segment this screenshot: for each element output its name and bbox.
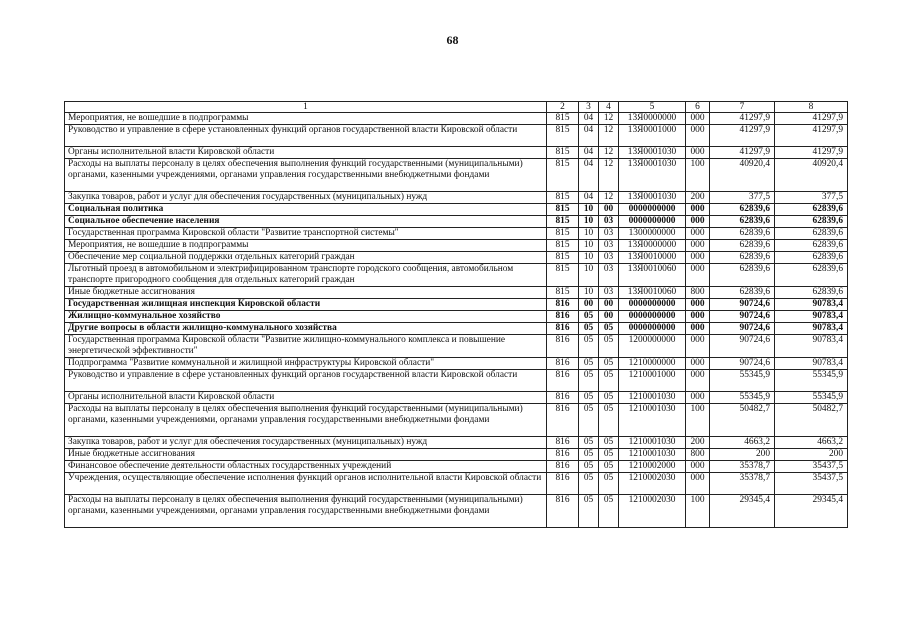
- cell-amount-2: 40920,4: [775, 159, 848, 192]
- cell-target-article: 0000000000: [619, 204, 686, 216]
- cell-section: 05: [579, 495, 599, 528]
- cell-ministry-code: 816: [547, 495, 579, 528]
- cell-amount-2: 90783,4: [775, 311, 848, 323]
- cell-name: Льготный проезд в автомобильном и электрифицированном транспорте городского сообщения, автомобильном транспорте пригородного сообщения для отдельных категорий граждан: [65, 264, 547, 287]
- cell-ministry-code: 816: [547, 311, 579, 323]
- cell-target-article: 0000000000: [619, 216, 686, 228]
- table-row: [65, 264, 848, 287]
- cell-expense-type: 200: [686, 437, 710, 449]
- cell-amount-2: 90783,4: [775, 358, 848, 370]
- cell-amount-1: 62839,6: [710, 240, 775, 252]
- table-row: [65, 125, 848, 147]
- cell-amount-2: 41297,9: [775, 125, 848, 147]
- cell-subsection: 00: [599, 311, 619, 323]
- table-row: [65, 461, 848, 473]
- cell-name: Мероприятия, не вошедшие в подпрограммы: [65, 113, 547, 125]
- cell-ministry-code: 816: [547, 404, 579, 437]
- cell-section: 04: [579, 192, 599, 204]
- cell-ministry-code: 815: [547, 240, 579, 252]
- cell-section: 10: [579, 216, 599, 228]
- cell-subsection: 03: [599, 287, 619, 299]
- cell-expense-type: 800: [686, 287, 710, 299]
- cell-section: 05: [579, 392, 599, 404]
- cell-subsection: 12: [599, 192, 619, 204]
- cell-amount-1: 55345,9: [710, 392, 775, 404]
- cell-amount-1: 35378,7: [710, 473, 775, 495]
- cell-amount-2: 62839,6: [775, 204, 848, 216]
- cell-amount-2: 90783,4: [775, 335, 848, 358]
- cell-amount-1: 90724,6: [710, 323, 775, 335]
- cell-section: 05: [579, 437, 599, 449]
- cell-section: 05: [579, 323, 599, 335]
- cell-ministry-code: 815: [547, 287, 579, 299]
- cell-ministry-code: 815: [547, 204, 579, 216]
- table-row: [65, 252, 848, 264]
- cell-section: 05: [579, 335, 599, 358]
- table-row: [65, 240, 848, 252]
- cell-ministry-code: 815: [547, 159, 579, 192]
- cell-section: 05: [579, 311, 599, 323]
- table-row: [65, 299, 848, 311]
- cell-ministry-code: 815: [547, 147, 579, 159]
- cell-name: Иные бюджетные ассигнования: [65, 449, 547, 461]
- cell-amount-1: 90724,6: [710, 311, 775, 323]
- cell-expense-type: 000: [686, 299, 710, 311]
- cell-expense-type: 800: [686, 449, 710, 461]
- cell-subsection: 00: [599, 299, 619, 311]
- cell-expense-type: 100: [686, 404, 710, 437]
- cell-amount-2: 4663,2: [775, 437, 848, 449]
- cell-amount-1: 90724,6: [710, 299, 775, 311]
- cell-expense-type: 000: [686, 204, 710, 216]
- header-col-2: 2: [547, 102, 579, 113]
- cell-amount-1: 62839,6: [710, 264, 775, 287]
- cell-section: 04: [579, 113, 599, 125]
- cell-section: 05: [579, 370, 599, 392]
- cell-name: Финансовое обеспечение деятельности областных государственных учреждений: [65, 461, 547, 473]
- cell-ministry-code: 815: [547, 228, 579, 240]
- cell-name: Социальная политика: [65, 204, 547, 216]
- cell-name: Другие вопросы в области жилищно-коммунального хозяйства: [65, 323, 547, 335]
- cell-name: Органы исполнительной власти Кировской области: [65, 147, 547, 159]
- cell-subsection: 05: [599, 358, 619, 370]
- cell-name: Государственная программа Кировской области "Развитие транспортной системы": [65, 228, 547, 240]
- cell-name: Расходы на выплаты персоналу в целях обеспечения выполнения функций государственными (муниципальными) органами, казенными учреждениями, органами управления государственными внебюджетными фондами: [65, 159, 547, 192]
- cell-name: Подпрограмма "Развитие коммунальной и жилищной инфраструктуры Кировской области": [65, 358, 547, 370]
- header-col-8: 8: [775, 102, 848, 113]
- cell-subsection: 03: [599, 216, 619, 228]
- cell-target-article: 13Я0010000: [619, 252, 686, 264]
- cell-expense-type: 000: [686, 323, 710, 335]
- cell-amount-2: 55345,9: [775, 392, 848, 404]
- header-col-5: 5: [619, 102, 686, 113]
- table-row: [65, 358, 848, 370]
- cell-section: 05: [579, 449, 599, 461]
- cell-expense-type: 000: [686, 358, 710, 370]
- cell-amount-1: 200: [710, 449, 775, 461]
- cell-section: 05: [579, 461, 599, 473]
- header-col-7: 7: [710, 102, 775, 113]
- cell-subsection: 05: [599, 335, 619, 358]
- cell-amount-1: 377,5: [710, 192, 775, 204]
- cell-subsection: 05: [599, 392, 619, 404]
- cell-amount-2: 29345,4: [775, 495, 848, 528]
- cell-subsection: 00: [599, 204, 619, 216]
- cell-name: Руководство и управление в сфере установленных функций органов государственной власти Кировской области: [65, 125, 547, 147]
- table-row: [65, 323, 848, 335]
- cell-subsection: 05: [599, 461, 619, 473]
- table-row: [65, 495, 848, 528]
- cell-amount-1: 41297,9: [710, 113, 775, 125]
- cell-amount-1: 50482,7: [710, 404, 775, 437]
- cell-ministry-code: 816: [547, 370, 579, 392]
- cell-name: Жилищно-коммунальное хозяйство: [65, 311, 547, 323]
- cell-name: Учреждения, осуществляющие обеспечение исполнения функций органов исполнительной власти Кировской области: [65, 473, 547, 495]
- cell-section: 10: [579, 240, 599, 252]
- cell-subsection: 05: [599, 323, 619, 335]
- cell-ministry-code: 816: [547, 299, 579, 311]
- cell-amount-2: 41297,9: [775, 113, 848, 125]
- cell-amount-1: 35378,7: [710, 461, 775, 473]
- table-body: [65, 102, 848, 528]
- cell-name: Расходы на выплаты персоналу в целях обеспечения выполнения функций государственными (муниципальными) органами, казенными учреждениями, органами управления государственными внебюджетными фондами: [65, 495, 547, 528]
- cell-subsection: 05: [599, 370, 619, 392]
- table-row: [65, 473, 848, 495]
- cell-target-article: 1210002030: [619, 473, 686, 495]
- cell-ministry-code: 816: [547, 335, 579, 358]
- cell-amount-1: 41297,9: [710, 125, 775, 147]
- cell-expense-type: 000: [686, 240, 710, 252]
- header-col-4: 4: [599, 102, 619, 113]
- cell-section: 05: [579, 358, 599, 370]
- cell-amount-1: 41297,9: [710, 147, 775, 159]
- cell-amount-2: 90783,4: [775, 299, 848, 311]
- cell-target-article: 0000000000: [619, 299, 686, 311]
- cell-expense-type: 000: [686, 461, 710, 473]
- cell-section: 10: [579, 228, 599, 240]
- cell-section: 00: [579, 299, 599, 311]
- cell-expense-type: 000: [686, 311, 710, 323]
- cell-amount-1: 62839,6: [710, 228, 775, 240]
- cell-name: Иные бюджетные ассигнования: [65, 287, 547, 299]
- table-row: [65, 287, 848, 299]
- cell-ministry-code: 816: [547, 323, 579, 335]
- cell-subsection: 05: [599, 495, 619, 528]
- cell-ministry-code: 815: [547, 192, 579, 204]
- cell-target-article: 13Я0001030: [619, 192, 686, 204]
- cell-target-article: 13Я0001030: [619, 147, 686, 159]
- cell-section: 05: [579, 404, 599, 437]
- cell-amount-1: 40920,4: [710, 159, 775, 192]
- cell-amount-2: 35437,5: [775, 461, 848, 473]
- cell-amount-1: 90724,6: [710, 335, 775, 358]
- cell-ministry-code: 815: [547, 252, 579, 264]
- table-row: [65, 113, 848, 125]
- cell-expense-type: 000: [686, 335, 710, 358]
- cell-amount-2: 62839,6: [775, 252, 848, 264]
- cell-ministry-code: 816: [547, 473, 579, 495]
- cell-ministry-code: 815: [547, 113, 579, 125]
- cell-ministry-code: 815: [547, 125, 579, 147]
- cell-name: Обеспечение мер социальной поддержки отдельных категорий граждан: [65, 252, 547, 264]
- cell-amount-2: 62839,6: [775, 240, 848, 252]
- cell-ministry-code: 816: [547, 392, 579, 404]
- cell-ministry-code: 815: [547, 264, 579, 287]
- table-row: [65, 311, 848, 323]
- table-row: [65, 392, 848, 404]
- cell-target-article: 1210001030: [619, 449, 686, 461]
- cell-amount-1: 62839,6: [710, 287, 775, 299]
- cell-name: Органы исполнительной власти Кировской области: [65, 392, 547, 404]
- cell-subsection: 05: [599, 473, 619, 495]
- cell-subsection: 03: [599, 252, 619, 264]
- page-number: 68: [446, 33, 459, 47]
- cell-amount-1: 55345,9: [710, 370, 775, 392]
- cell-expense-type: 000: [686, 125, 710, 147]
- cell-section: 04: [579, 125, 599, 147]
- cell-name: Руководство и управление в сфере установленных функций органов государственной власти Кировской области: [65, 370, 547, 392]
- cell-expense-type: 000: [686, 228, 710, 240]
- table-row: [65, 192, 848, 204]
- cell-ministry-code: 815: [547, 216, 579, 228]
- cell-name: Закупка товаров, работ и услуг для обеспечения государственных (муниципальных) нужд: [65, 437, 547, 449]
- cell-target-article: 13Я0010060: [619, 264, 686, 287]
- header-col-3: 3: [579, 102, 599, 113]
- cell-section: 04: [579, 159, 599, 192]
- cell-target-article: 13Я0000000: [619, 113, 686, 125]
- table-row: [65, 216, 848, 228]
- table-row: [65, 335, 848, 358]
- cell-name: Государственная жилищная инспекция Кировской области: [65, 299, 547, 311]
- cell-subsection: 12: [599, 113, 619, 125]
- budget-table: [64, 101, 848, 528]
- cell-name: Расходы на выплаты персоналу в целях обеспечения выполнения функций государственными (муниципальными) органами, казенными учреждениями, органами управления государственными внебюджетными фондами: [65, 404, 547, 437]
- cell-amount-2: 377,5: [775, 192, 848, 204]
- table-row: [65, 204, 848, 216]
- cell-target-article: 0000000000: [619, 323, 686, 335]
- table-row: [65, 228, 848, 240]
- cell-target-article: 1210002000: [619, 461, 686, 473]
- cell-subsection: 12: [599, 147, 619, 159]
- header-col-1: 1: [65, 102, 547, 113]
- cell-expense-type: 000: [686, 252, 710, 264]
- cell-amount-2: 62839,6: [775, 264, 848, 287]
- cell-expense-type: 000: [686, 147, 710, 159]
- cell-subsection: 05: [599, 449, 619, 461]
- cell-name: Закупка товаров, работ и услуг для обеспечения государственных (муниципальных) нужд: [65, 192, 547, 204]
- table-row: [65, 437, 848, 449]
- cell-target-article: 1200000000: [619, 335, 686, 358]
- cell-expense-type: 000: [686, 370, 710, 392]
- cell-section: 04: [579, 147, 599, 159]
- cell-subsection: 05: [599, 404, 619, 437]
- cell-target-article: 1210001000: [619, 370, 686, 392]
- cell-amount-1: 62839,6: [710, 252, 775, 264]
- cell-expense-type: 000: [686, 392, 710, 404]
- cell-amount-2: 90783,4: [775, 323, 848, 335]
- cell-name: Государственная программа Кировской области "Развитие жилищно-коммунального комплекса и повышение энергетической эффективности": [65, 335, 547, 358]
- cell-target-article: 1210001030: [619, 437, 686, 449]
- cell-subsection: 03: [599, 264, 619, 287]
- cell-subsection: 12: [599, 125, 619, 147]
- cell-expense-type: 000: [686, 113, 710, 125]
- cell-expense-type: 000: [686, 216, 710, 228]
- cell-amount-2: 200: [775, 449, 848, 461]
- cell-name: Мероприятия, не вошедшие в подпрограммы: [65, 240, 547, 252]
- cell-section: 10: [579, 252, 599, 264]
- cell-expense-type: 100: [686, 159, 710, 192]
- cell-subsection: 03: [599, 240, 619, 252]
- cell-ministry-code: 816: [547, 461, 579, 473]
- table-row: [65, 147, 848, 159]
- cell-section: 10: [579, 264, 599, 287]
- cell-expense-type: 000: [686, 473, 710, 495]
- table-row: [65, 404, 848, 437]
- cell-section: 10: [579, 204, 599, 216]
- cell-subsection: 12: [599, 159, 619, 192]
- table-row: [65, 159, 848, 192]
- cell-amount-2: 55345,9: [775, 370, 848, 392]
- cell-ministry-code: 816: [547, 358, 579, 370]
- cell-section: 05: [579, 473, 599, 495]
- cell-amount-1: 62839,6: [710, 216, 775, 228]
- cell-target-article: 13Я0010060: [619, 287, 686, 299]
- cell-target-article: 1210001030: [619, 404, 686, 437]
- cell-amount-2: 62839,6: [775, 228, 848, 240]
- cell-amount-1: 62839,6: [710, 204, 775, 216]
- cell-target-article: 1210000000: [619, 358, 686, 370]
- table-row: [65, 449, 848, 461]
- cell-target-article: 1300000000: [619, 228, 686, 240]
- cell-target-article: 13Я0001030: [619, 159, 686, 192]
- table-row: [65, 370, 848, 392]
- cell-target-article: 13Я0000000: [619, 240, 686, 252]
- cell-subsection: 03: [599, 228, 619, 240]
- cell-amount-2: 62839,6: [775, 216, 848, 228]
- cell-section: 10: [579, 287, 599, 299]
- cell-subsection: 05: [599, 437, 619, 449]
- cell-amount-1: 4663,2: [710, 437, 775, 449]
- cell-target-article: 1210001030: [619, 392, 686, 404]
- cell-ministry-code: 816: [547, 449, 579, 461]
- cell-ministry-code: 816: [547, 437, 579, 449]
- cell-amount-1: 29345,4: [710, 495, 775, 528]
- cell-expense-type: 200: [686, 192, 710, 204]
- cell-target-article: 13Я0001000: [619, 125, 686, 147]
- cell-amount-2: 41297,9: [775, 147, 848, 159]
- cell-amount-2: 50482,7: [775, 404, 848, 437]
- cell-expense-type: 000: [686, 264, 710, 287]
- cell-amount-2: 62839,6: [775, 287, 848, 299]
- table-header-row: [65, 102, 848, 113]
- cell-target-article: 0000000000: [619, 311, 686, 323]
- cell-amount-1: 90724,6: [710, 358, 775, 370]
- header-col-6: 6: [686, 102, 710, 113]
- cell-expense-type: 100: [686, 495, 710, 528]
- cell-amount-2: 35437,5: [775, 473, 848, 495]
- cell-name: Социальное обеспечение населения: [65, 216, 547, 228]
- cell-target-article: 1210002030: [619, 495, 686, 528]
